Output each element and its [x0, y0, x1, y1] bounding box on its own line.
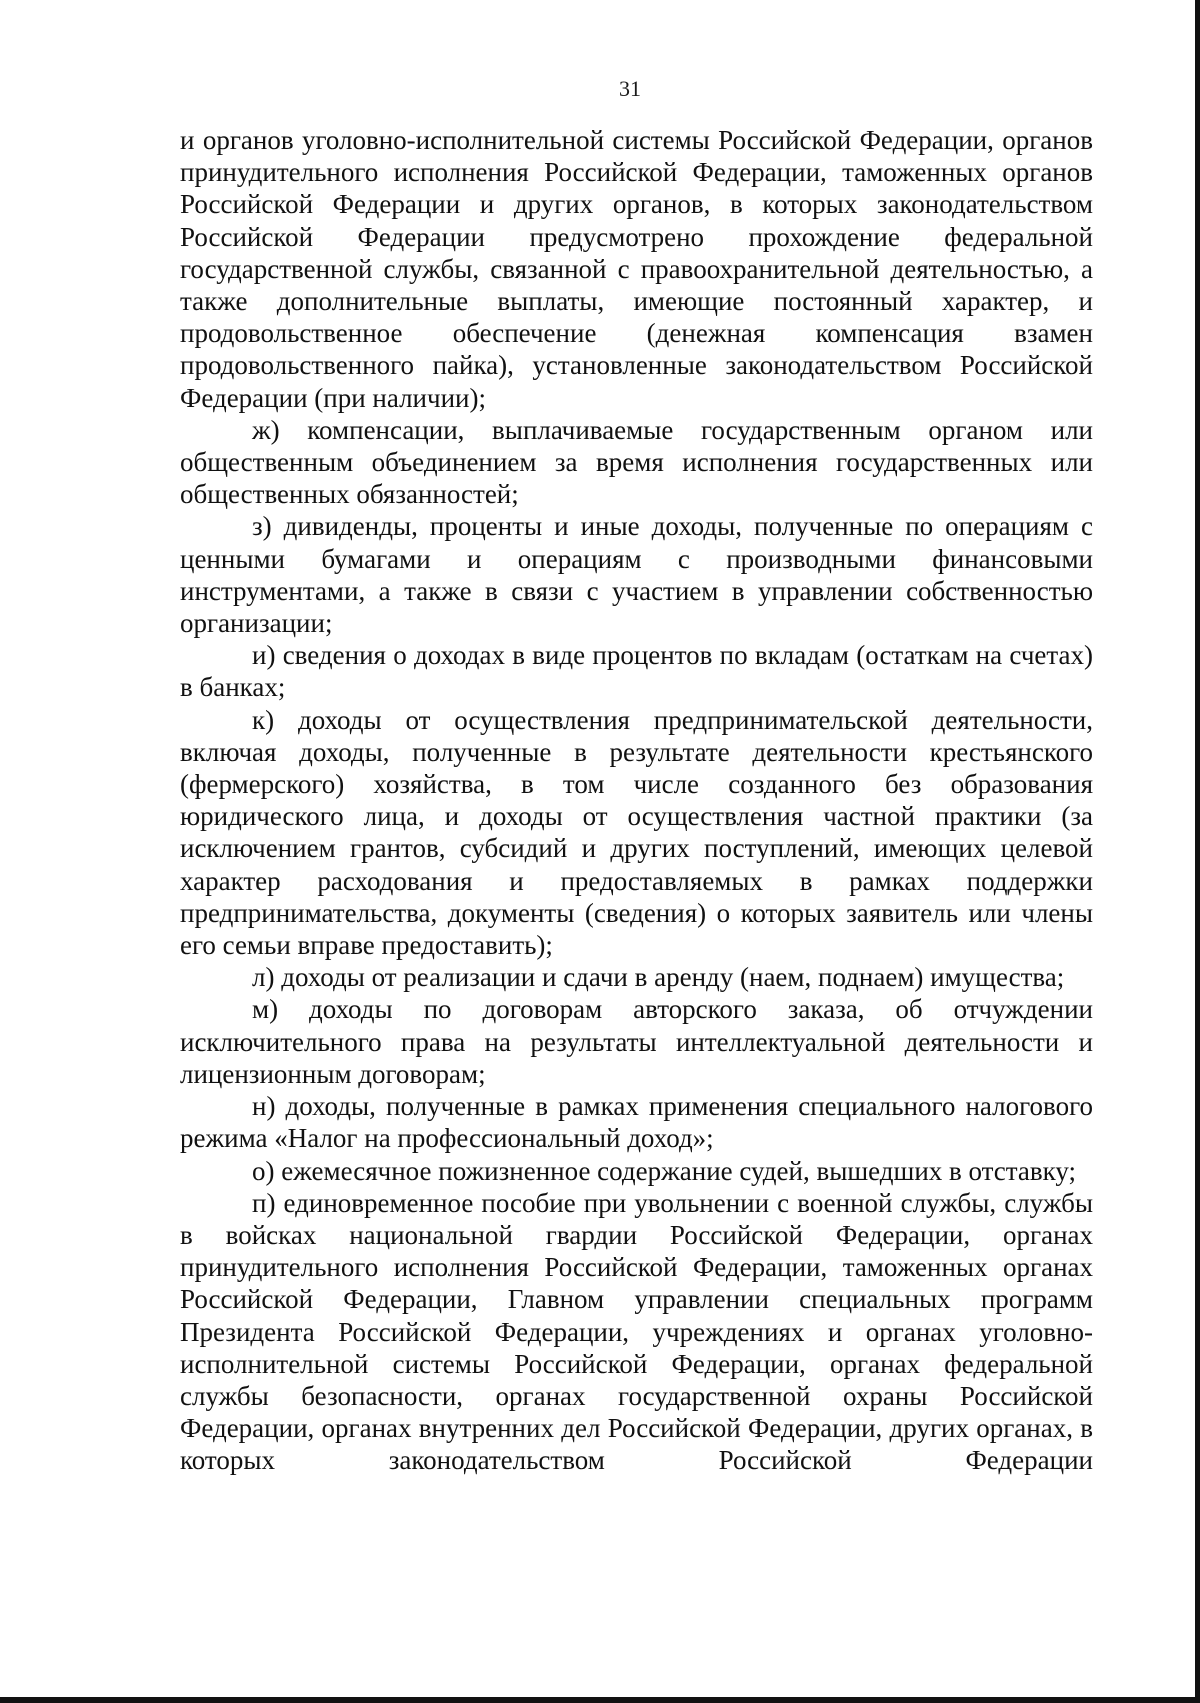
paragraph-item-o: о) ежемесячное пожизненное содержание судей, вышедших в отставку; — [252, 1155, 1077, 1186]
paragraph-item-m: м) доходы по договорам авторского заказа, об отчуждении исключительного права на результаты интеллектуальной деятельности и лицензионным договорам; — [180, 994, 1093, 1089]
paragraph-item-p: п) единовременное пособие при увольнении с военной службы, службы в войсках национальной гвардии Российской Федерации, органах принудительного исполнения Российской Федерации, таможенных органах Российской Федерации, Главном управлении специальных программ Президента Российской Федерации, учреждениях и органах уголовно-исполнительной системы Российской Федерации, органах федеральной службы безопасности, органах государственной охраны Российской Федерации, органах внутренних дел Российской Федерации, других органах, в которых законодательством Российской Федерации — [180, 1187, 1093, 1476]
paragraph-item-i: и) сведения о доходах в виде процентов по вкладам (остаткам на счетах) в банках; — [180, 640, 1093, 703]
scan-edge-bottom — [0, 1697, 1200, 1703]
scan-edge-right — [1195, 0, 1200, 1703]
paragraph-item-z: з) дивиденды, проценты и иные доходы, полученные по операциям с ценными бумагами и операциям с производными финансовыми инструментами, а также в связи с участием в управлении собственностью организации; — [180, 511, 1093, 639]
paragraph-item-l: л) доходы от реализации и сдачи в аренду (наем, поднаем) имущества; — [252, 962, 1065, 993]
paragraph-item-n: н) доходы, полученные в рамках применения специального налогового режима «Налог на профессиональный доход»; — [180, 1091, 1093, 1154]
paragraph-continuation: и органов уголовно-исполнительной системы Российской Федерации, органов принудительного исполнения Российской Федерации, таможенных органов Российской Федерации и других органов, в которых законодательством Российской Федерации предусмотрено прохождение федеральной государственной службы, связанной с правоохранительной деятельностью, а также дополнительные выплаты, имеющие постоянный характер, и продовольственное обеспечение (денежная компенсация взамен продовольственного пайка), установленные законодательством Российской Федерации (при наличии); — [180, 125, 1093, 413]
page-number: 31 — [619, 76, 641, 101]
paragraph-item-zh: ж) компенсации, выплачиваемые государственным органом или общественным объединением за время исполнения государственных или общественных обязанностей; — [180, 414, 1093, 510]
document-body — [180, 124, 1093, 1477]
paragraph-item-k: к) доходы от осуществления предпринимательской деятельности, включая доходы, полученные в результате деятельности крестьянского (фермерского) хозяйства, в том числе созданного без образования юридического лица, и доходы от осуществления частной практики (за исключением грантов, субсидий и других поступлений, имеющих целевой характер расходования и предоставляемых в рамках поддержки предпринимательства, документы (сведения) о которых заявитель или члены его семьи вправе предоставить); — [180, 704, 1093, 961]
